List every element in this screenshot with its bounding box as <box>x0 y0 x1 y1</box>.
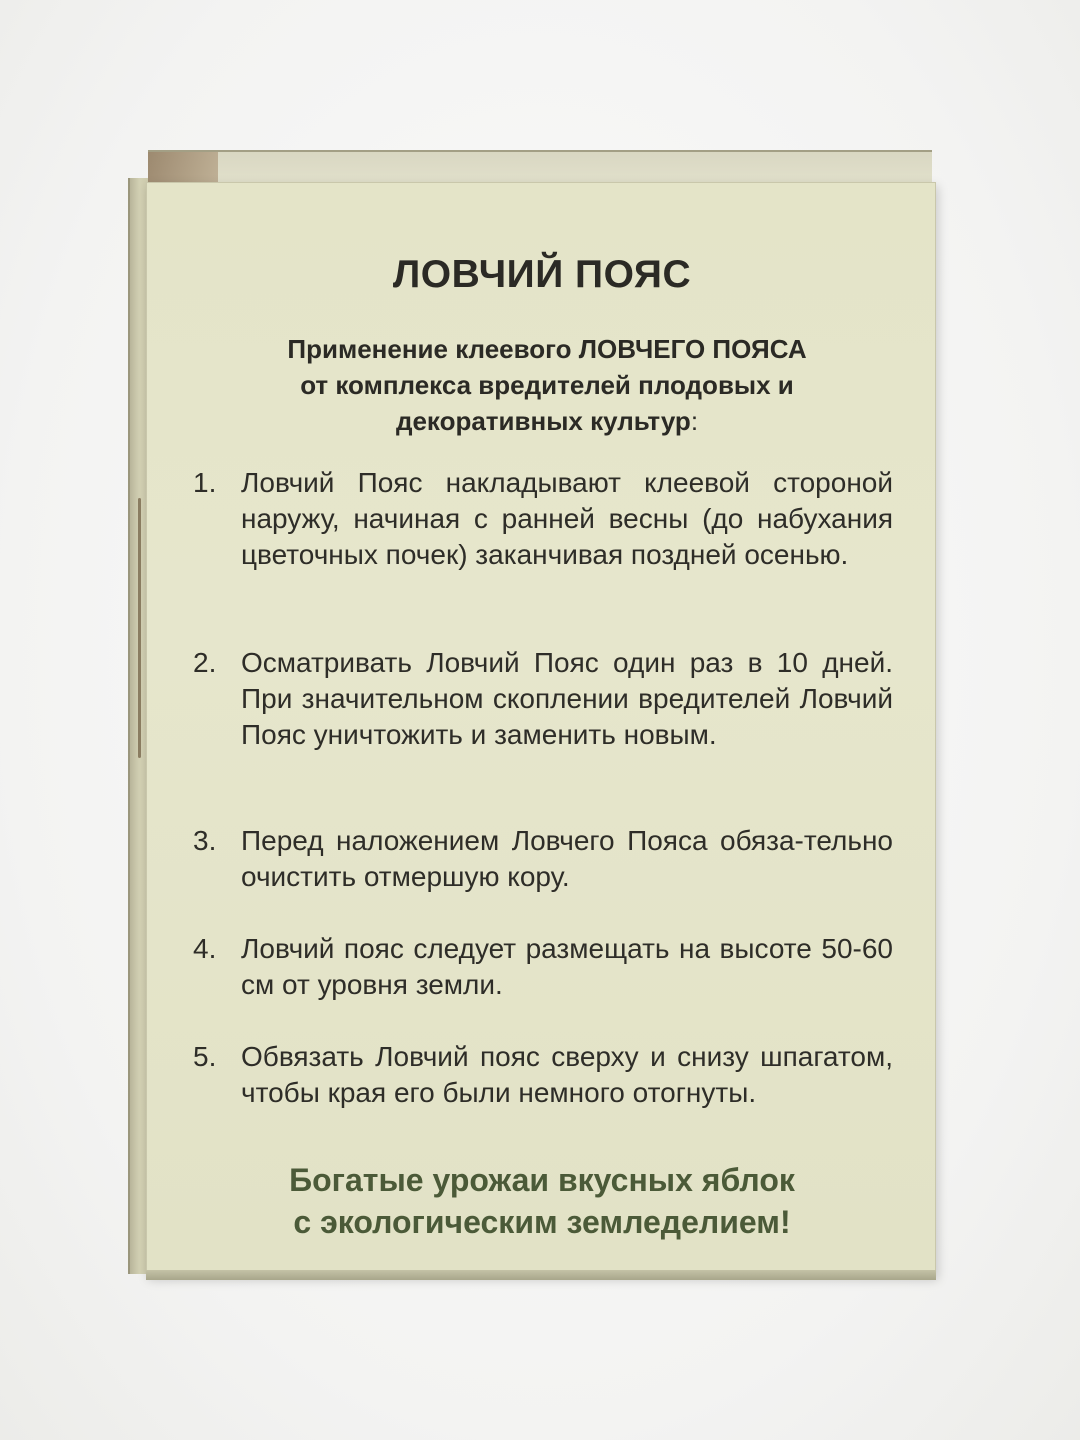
instruction-number: 1. <box>193 467 217 498</box>
usage-subtitle <box>187 331 907 439</box>
instruction-number: 5. <box>193 1041 217 1072</box>
instruction-item-1 <box>193 465 893 573</box>
box-front-face <box>146 182 936 1276</box>
box-bottom-edge <box>146 1270 936 1280</box>
slogan <box>147 1159 937 1243</box>
subtitle-line: от комплекса вредителей плодовых и <box>300 370 794 400</box>
instruction-text: Ловчий Пояс накладывают клеевой стороной наружу, начиная с ранней весны (до набухания цветочных почек) заканчивая поздней осенью. <box>241 467 893 570</box>
instruction-text: Обвязать Ловчий пояс сверху и снизу шпагатом, чтобы края его были немного отогнуты. <box>241 1041 893 1108</box>
slogan-line: Богатые урожаи вкусных яблок <box>289 1162 795 1198</box>
product-title: ЛОВЧИЙ ПОЯС <box>392 253 692 296</box>
slogan-line: с экологическим земледелием! <box>293 1204 791 1240</box>
instruction-number: 3. <box>193 825 217 856</box>
instruction-number: 2. <box>193 647 217 678</box>
box-top-edge <box>148 150 932 186</box>
instruction-text: Перед наложением Ловчего Пояса обяза-тельно очистить отмершую кору. <box>241 825 893 892</box>
instruction-item-2 <box>193 645 893 753</box>
subtitle-line: Применение клеевого ЛОВЧЕГО ПОЯСА <box>287 334 807 364</box>
instruction-number: 4. <box>193 933 217 964</box>
subtitle-line: декоративных культур: <box>395 406 699 436</box>
instruction-item-5 <box>193 1039 893 1111</box>
instruction-item-4 <box>193 931 893 1003</box>
box-top-shadow <box>148 152 218 184</box>
twine-string <box>138 498 141 758</box>
instruction-text: Осматривать Ловчий Пояс один раз в 10 дней. При значительном скоплении вредителей Ловчий Пояс уничтожить и заменить новым. <box>241 647 893 750</box>
subtitle-colon: : <box>690 406 699 436</box>
instruction-item-3 <box>193 823 893 895</box>
instruction-text: Ловчий пояс следует размещать на высоте 50-60 см от уровня земли. <box>241 933 893 1000</box>
